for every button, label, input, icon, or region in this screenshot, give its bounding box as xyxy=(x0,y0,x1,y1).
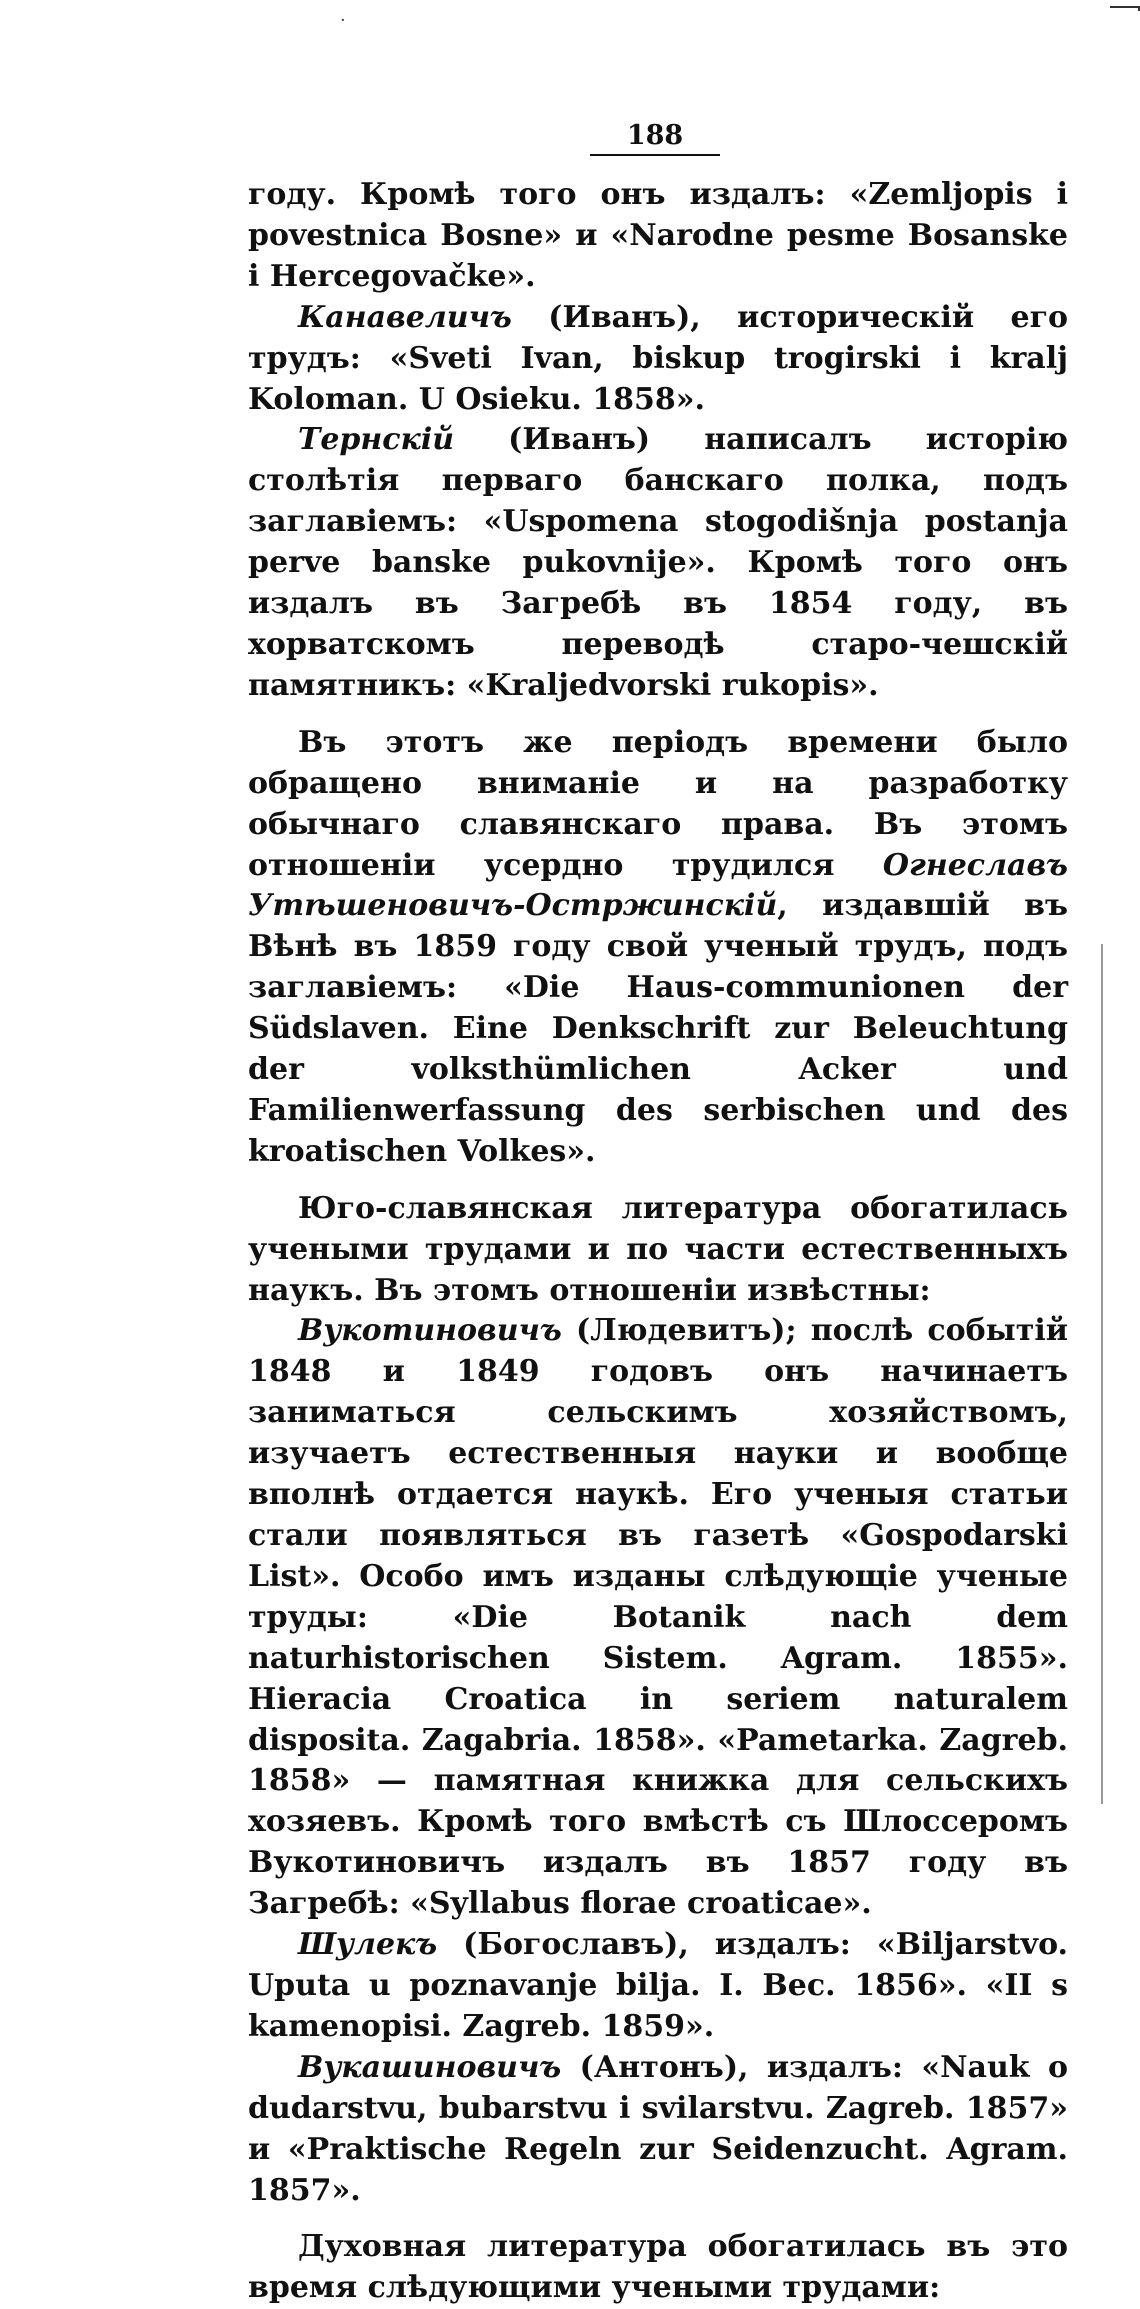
author-name: Шулекъ xyxy=(298,1927,438,1963)
paragraph-text: Духовная литература обогатилась въ это время слѣдующими учеными трудами: xyxy=(248,2229,1068,2306)
paragraph-text: году. Кромѣ того онъ издалъ: «Zemljopis i povestnica Bosne» и «Narodne pesme Bosanske i Hercegovačke». xyxy=(248,177,1068,294)
author-name: Вукотиновичъ xyxy=(298,1313,562,1349)
author-name: Тернскій xyxy=(298,422,455,458)
paragraph-text: Юго-славянская литература обогатилась учеными трудами и по части естественныхъ наукъ. Въ этомъ отношеніи извѣстны: xyxy=(248,1190,1068,1308)
author-name: Вукашиновичъ xyxy=(298,2049,562,2085)
paragraph xyxy=(248,723,1068,1173)
paragraph xyxy=(248,175,1068,298)
paragraph-text: (Иванъ), историческій его трудъ: «Sveti Ivan, biskup trogirski i kralj Koloman. U Osieku. 1858». xyxy=(248,299,1068,417)
paragraph-text: (Антонъ), издалъ: «Nauk o dudarstvu, bubarstvu i svilarstvu. Zagreb. 1857» и «Praktische Regeln zur Seidenzucht. Agram. 1857». xyxy=(248,2049,1068,2208)
paragraph xyxy=(248,2048,1068,2212)
paragraph xyxy=(248,1311,1068,1925)
paragraph xyxy=(248,1189,1068,1312)
paragraph xyxy=(248,298,1068,421)
author-name: Канавеличъ xyxy=(298,299,512,335)
page-edge-line xyxy=(1101,944,1103,1804)
page-number: 188 xyxy=(590,120,720,156)
corner-scan-mark xyxy=(1110,6,1140,11)
paragraph-text: (Богославъ), издалъ: «Biljarstvo. Uputa u poznavanje bilja. I. Bec. 1856». «II s kamenopisi. Zagreb. 1859». xyxy=(248,1927,1068,2044)
paragraph-text: (Людевитъ); послѣ событій 1848 и 1849 годовъ онъ начинаетъ заниматься сельскимъ хозяйствомъ, изучаетъ естественныя науки и вообще вполнѣ отдается наукѣ. Его ученыя статьи стали появляться въ газетѣ «Gospodarski List». Особо имъ изданы слѣдующіе ученые труды: «Die Botanik nach dem naturhistorischen Sistem. Agram. 1855». Hieracia Croatica in seriem naturalem disposita. Zagabria. 1858». «Pametarka. Zagreb. 1858» — памятная книжка для сельскихъ хозяевъ. Кромѣ того вмѣстѣ съ Шлоссеромъ Вукотиновичъ издалъ въ 1857 году въ Загребѣ: «Syllabus florae croaticae». xyxy=(248,1313,1068,1922)
paragraph-text: (Иванъ) написалъ исторію столѣтія перваго банскаго полка, подъ заглавіемъ: «Uspomena stogodišnja postanja perve banske pukovnije». Кромѣ того онъ издалъ въ Загребѣ въ 1854 году, въ хорватскомъ переводѣ старо-чешскій памятникъ: «Kraljedvorski rukopis». xyxy=(248,422,1068,703)
paragraph-text: Въ этотъ же періодъ времени было обращено вниманіе и на разработку обычнаго славянскаго права. Въ этомъ отношеніи усердно трудился xyxy=(248,724,1068,883)
author-name: Огнеславъ Утѣшеновичъ-Остржинскій xyxy=(248,847,1068,924)
paragraph xyxy=(248,420,1068,706)
body-text xyxy=(248,175,1068,2309)
printer-dot: · xyxy=(340,10,346,31)
paragraph xyxy=(248,1925,1068,2048)
paragraph-text: , издавшій въ Вѣнѣ въ 1859 году свой ученый трудъ, подъ заглавіемъ: «Die Haus-communionen der Südslaven. Eine Denkschrift zur Beleuchtung der volksthümlichen Acker und Familienwerfassung des serbischen und des kroatischen Volkes». xyxy=(248,888,1068,1169)
paragraph xyxy=(248,2227,1068,2309)
